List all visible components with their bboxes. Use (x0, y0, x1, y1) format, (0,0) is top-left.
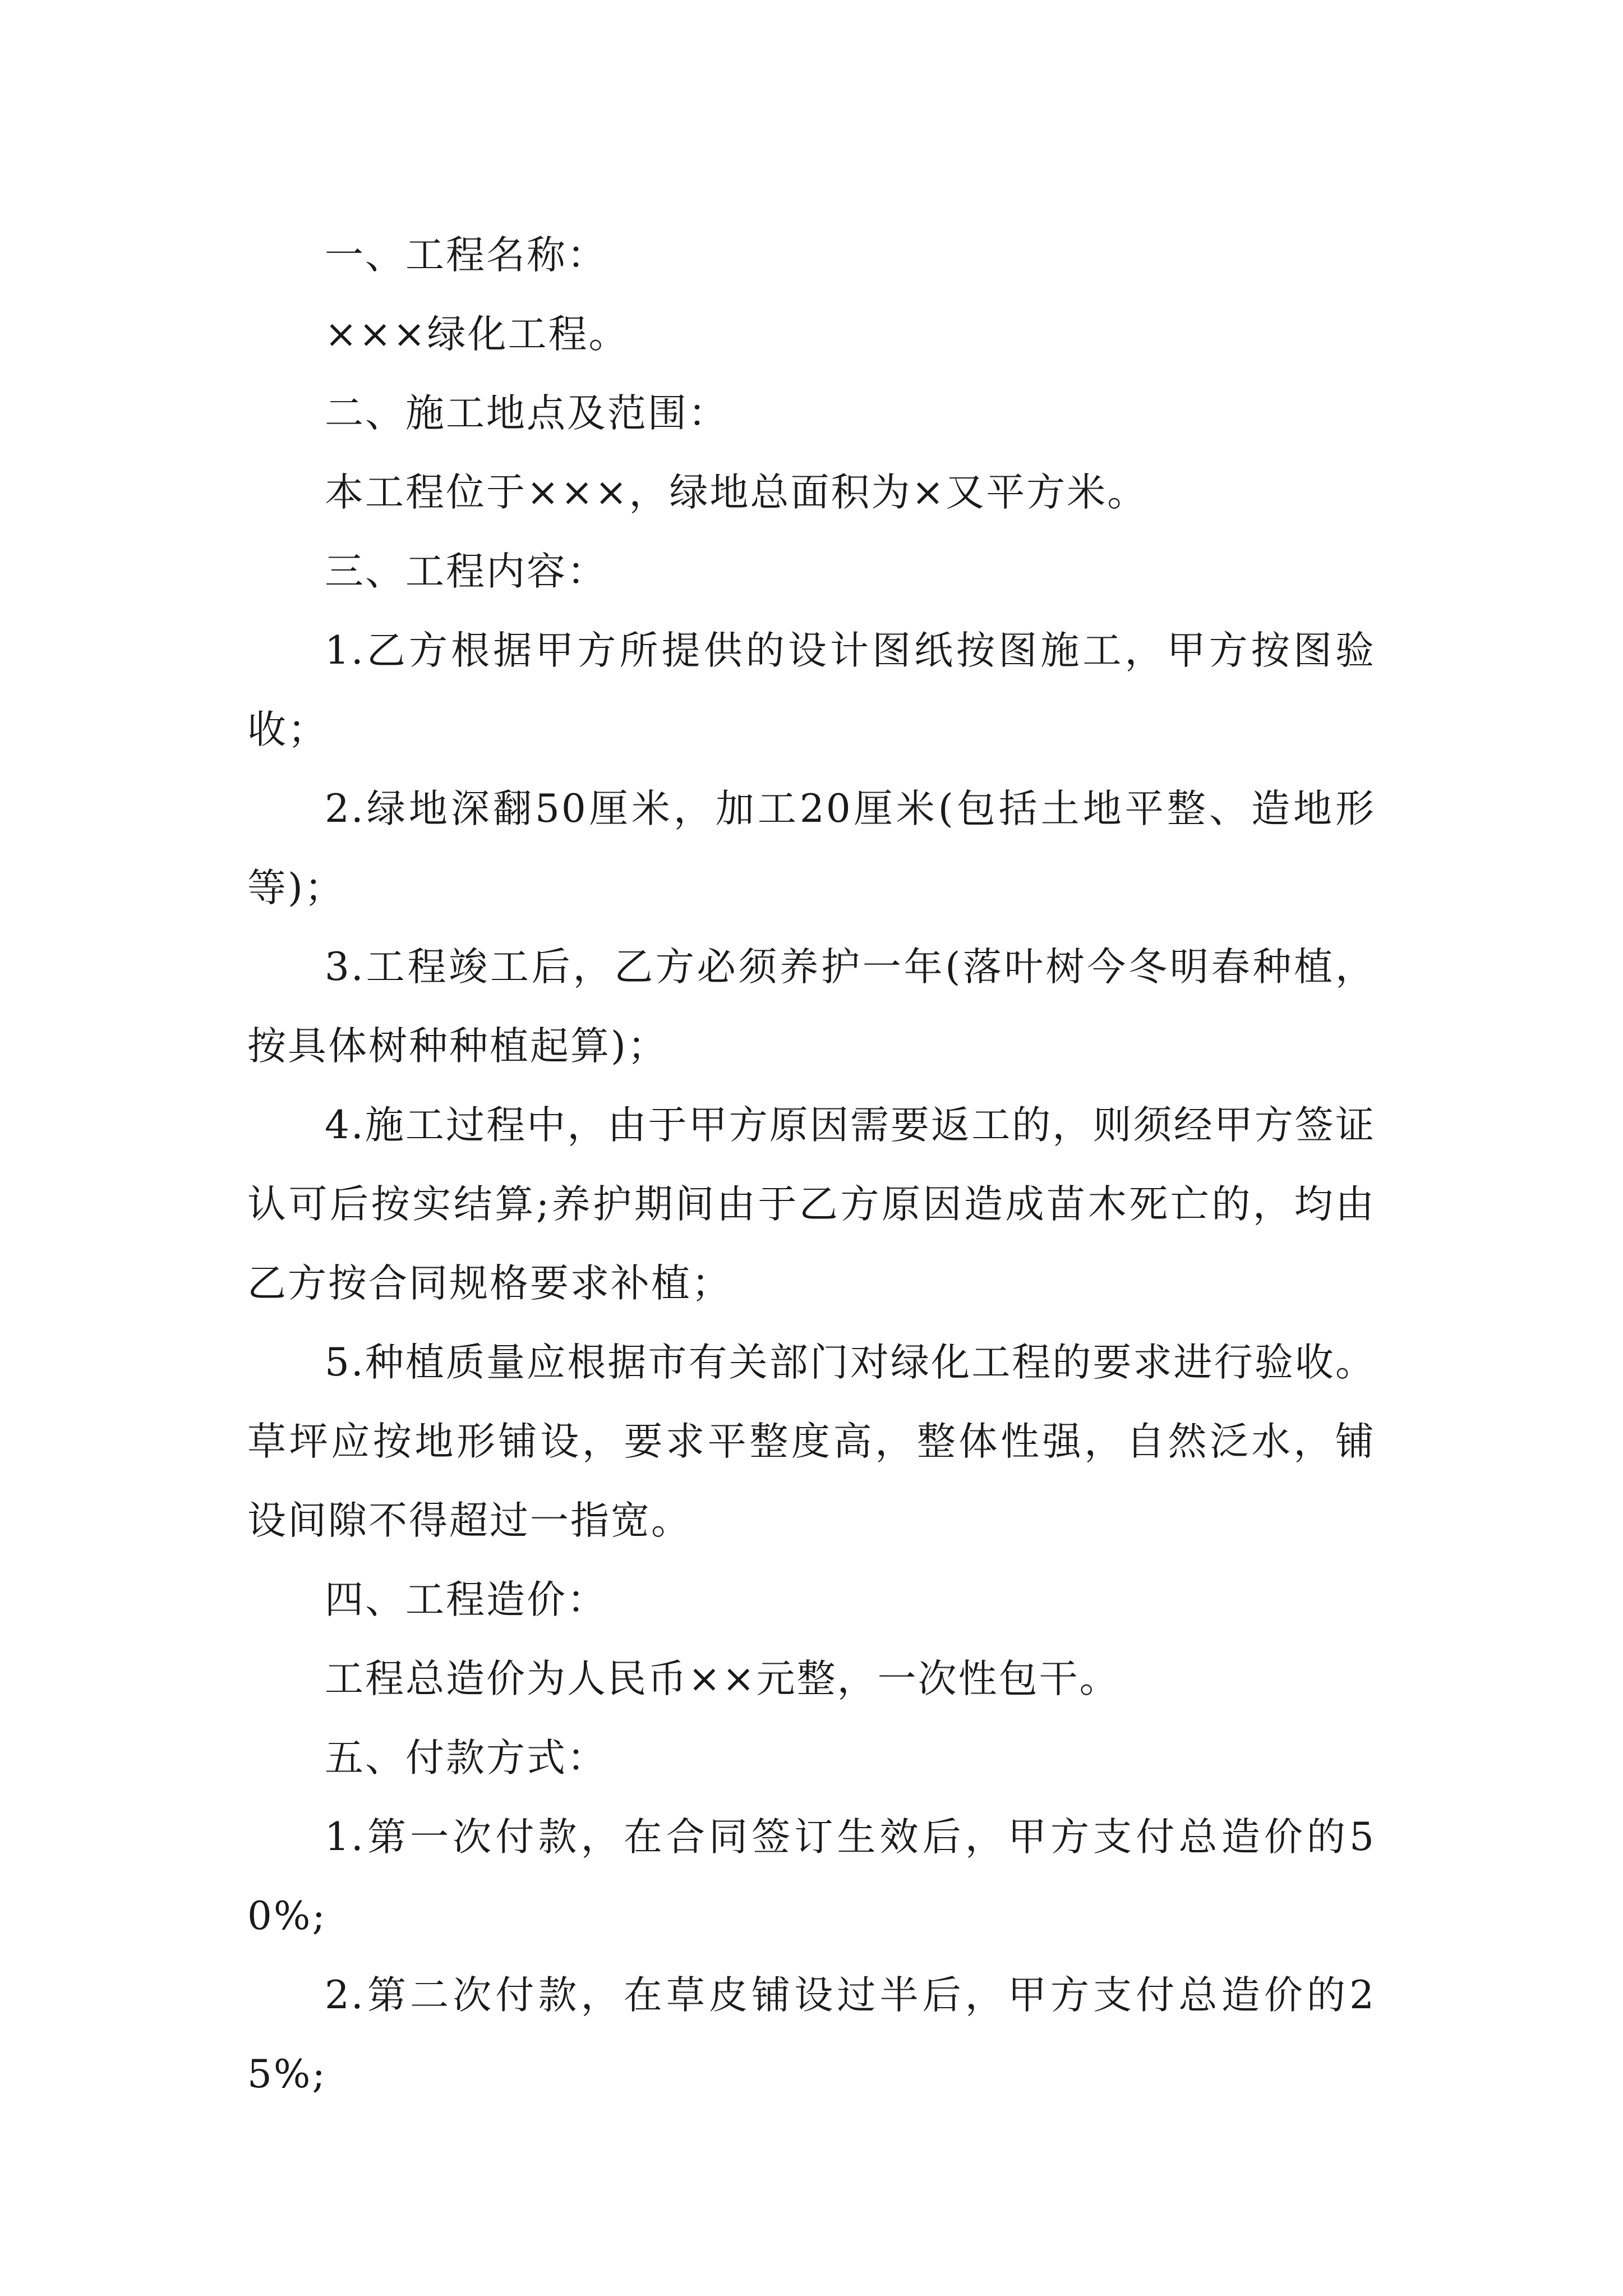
section-heading-project-name: 一、工程名称： (325, 233, 607, 278)
content-item-3: 3.工程竣工后，乙方必须养护一年(落叶树今冬明春种植，按具体树种种植起算)； (247, 945, 1376, 1069)
content-item-5: 5.种植质量应根据市有关部门对绿化工程的要求进行验收。草坪应按地形铺设，要求平整度高，整体性强，自然泛水，铺设间隙不得超过一指宽。 (247, 1340, 1376, 1543)
section-heading-payment: 五、付款方式： (325, 1736, 607, 1780)
location-text: 本工程位于×××，绿地总面积为×又平方米。 (325, 470, 1148, 515)
project-name-text: ×××绿化工程。 (325, 312, 629, 357)
content-item-1: 1.乙方根据甲方所提供的设计图纸按图施工，甲方按图验收； (247, 628, 1376, 752)
section-heading-location: 二、施工地点及范围： (325, 391, 728, 436)
content-item-2: 2.绿地深翻50厘米，加工20厘米(包括土地平整、造地形等)； (247, 786, 1376, 910)
cost-text: 工程总造价为人民币××元整，一次性包干。 (325, 1657, 1120, 1701)
payment-item-1: 1.第一次付款，在合同签订生效后，甲方支付总造价的50%; (247, 1815, 1376, 1939)
document-body (247, 216, 1376, 2114)
section-heading-cost: 四、工程造价： (325, 1577, 607, 1622)
payment-item-2: 2.第二次付款，在草皮铺设过半后，甲方支付总造价的25%; (247, 1973, 1376, 2097)
section-heading-content: 三、工程内容： (325, 549, 607, 594)
content-item-4: 4.施工过程中，由于甲方原因需要返工的，则须经甲方签证认可后按实结算;养护期间由于乙方原因造成苗木死亡的，均由乙方按合同规格要求补植； (247, 1103, 1376, 1306)
